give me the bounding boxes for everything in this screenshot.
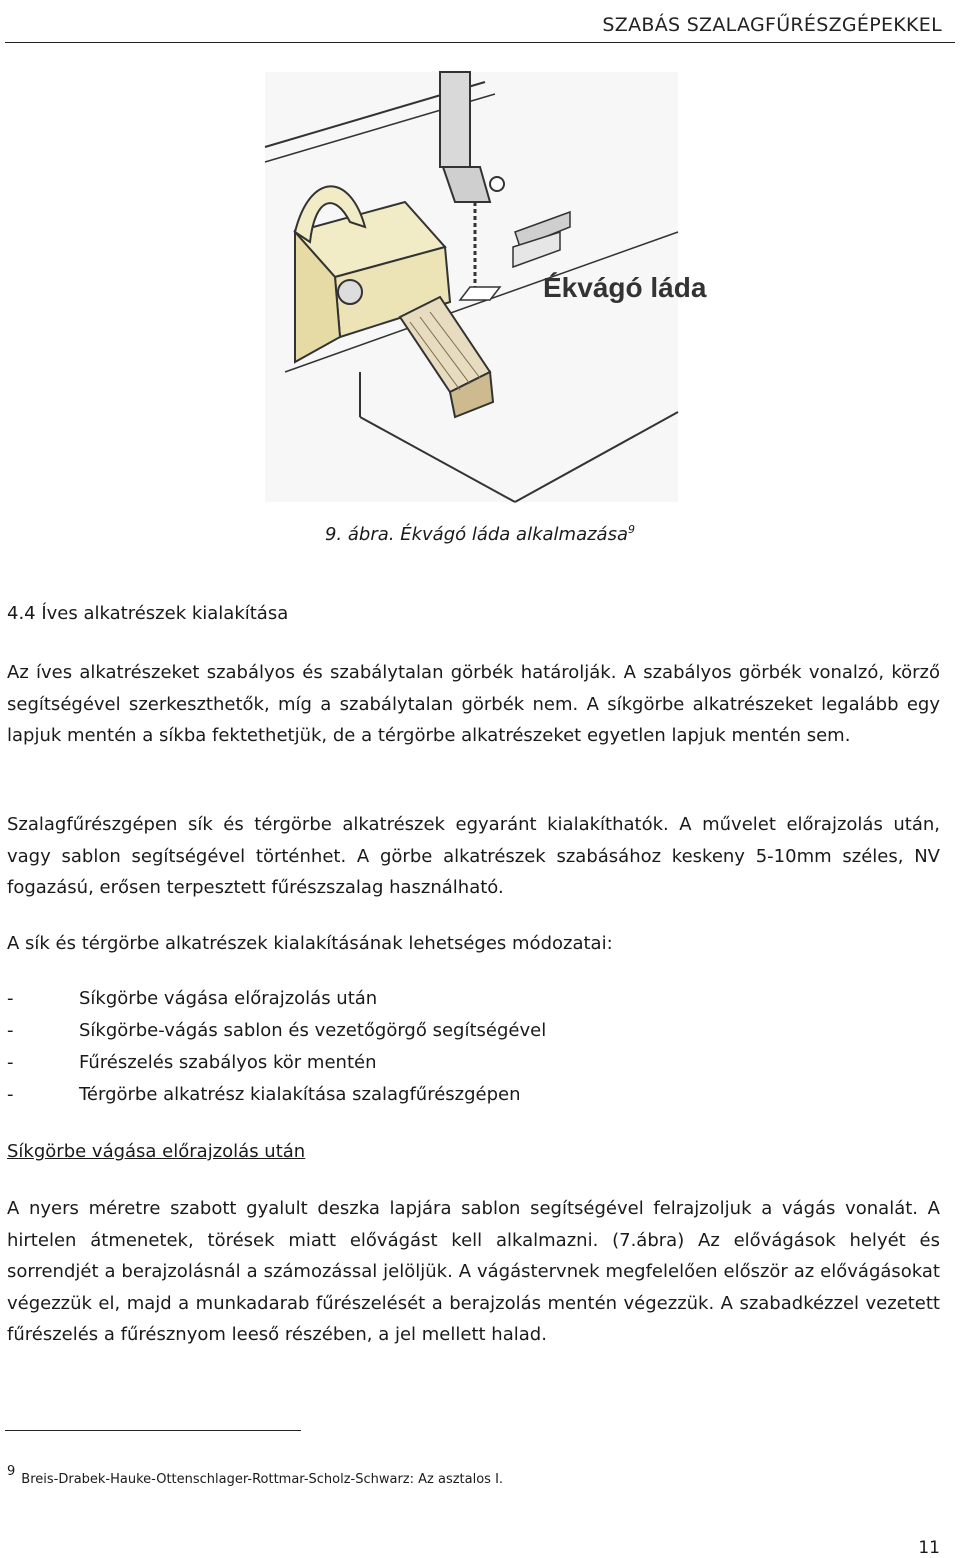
list-item [7, 988, 377, 1009]
list-dash: - [7, 1084, 14, 1105]
bandsaw-illustration [265, 72, 707, 502]
list-item-text: Síkgörbe vágása előrajzolás után [79, 988, 378, 1009]
list-item-text: Térgörbe alkatrész kialakítása szalagfűrészgépen [79, 1084, 521, 1105]
list-item [7, 1052, 376, 1073]
list-dash: - [7, 988, 14, 1009]
header-rule [5, 42, 955, 43]
footnote-number: 9 [7, 1464, 16, 1479]
list-item [7, 1084, 521, 1105]
subheading: Síkgörbe vágása előrajzolás után [7, 1141, 306, 1162]
paragraph-3: A nyers méretre szabott gyalult deszka lapjára sablon segítségével felrajzoljuk a vágás vonalát. A hirtelen átmenetek, törések miatt elővágást kell alkalmazni. (7.ábra) Az elővágások helyét és sorrendjét a berajzolásnál a számozással jelöljük. A vágástervnek megfelelően először az elővágásokat végezzük el, majd a munkadarab fűrészelését a berajzolás mentén végezzük. A szabadkézzel vezetett fűrészelés a fűrésznyom leeső részében, a jel mellett halad. [7, 1198, 940, 1345]
list-item [7, 1020, 546, 1041]
section-heading: 4.4 Íves alkatrészek kialakítása [7, 603, 289, 624]
footnote-text: Breis-Drabek-Hauke-Ottenschlager-Rottmar-Scholz-Schwarz: Az asztalos I. [21, 1472, 504, 1487]
footnote [7, 1464, 504, 1487]
list-item-text: Fűrészelés szabályos kör mentén [79, 1052, 377, 1073]
list-heading: A sík és térgörbe alkatrészek kialakításának lehetséges módozatai: [7, 933, 613, 954]
caption-text: 9. ábra. Ékvágó láda alkalmazása [324, 524, 628, 545]
figure-wedge-box-illustration [265, 72, 707, 502]
page-number: 11 [918, 1538, 940, 1558]
paragraph-2: Szalagfűrészgépen sík és térgörbe alkatrészek egyaránt kialakíthatók. A művelet előrajzolás után, vagy sablon segítségével történhet. A görbe alkatrészek szabásához keskeny 5-10mm széles, NV fogazású, erősen terpesztett fűrészszalag használható. [7, 814, 940, 898]
list-dash: - [7, 1052, 14, 1073]
caption-footnote-ref: 9 [628, 523, 635, 536]
paragraph-1: Az íves alkatrészeket szabályos és szabálytalan görbék határolják. A szabályos görbék vonalzó, körző segítségével szerkeszthetők, míg a szabálytalan görbék nem. A síkgörbe alkatrészeket legalább egy lapjuk mentén a síkba fektethetjük, de a térgörbe alkatrészeket egyetlen lapjuk mentén sem. [7, 662, 940, 746]
footnote-rule [5, 1430, 301, 1431]
running-header: SZABÁS SZALAGFŰRÉSZGÉPEKKEL [602, 14, 942, 36]
list-dash: - [7, 1020, 14, 1041]
figure-label: Ékvágó láda [543, 272, 707, 303]
list-item-text: Síkgörbe-vágás sablon és vezetőgörgő segítségével [79, 1020, 547, 1041]
figure-caption [0, 523, 960, 545]
